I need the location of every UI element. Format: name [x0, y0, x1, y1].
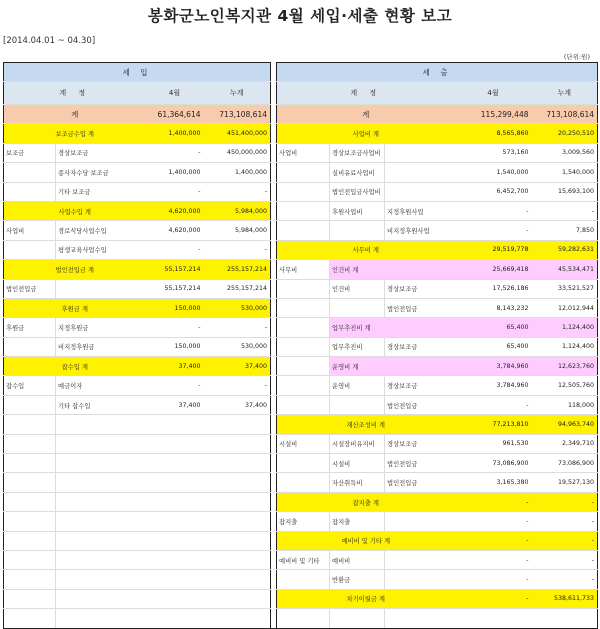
expense-category [277, 570, 330, 589]
expense-month-value: - [455, 570, 532, 589]
expense-category: 사업비 [277, 143, 330, 162]
expense-cum-value: 33,521,527 [532, 279, 598, 298]
expense-month-value: 6,452,700 [455, 182, 532, 201]
income-month-value: 37,400 [146, 357, 204, 376]
expense-cum-value: 59,282,631 [532, 240, 598, 259]
income-category [4, 240, 56, 259]
expense-category: 예비비 및 기타 [277, 550, 330, 569]
income-month-value: 61,364,614 [146, 105, 204, 124]
income-month-value: - [146, 240, 204, 259]
income-category: 법인전입금 [4, 279, 56, 298]
expense-category [277, 298, 330, 317]
expense-month-value: 3,784,960 [455, 357, 532, 376]
expense-subitem [385, 143, 455, 162]
income-item: 경상보조금 [56, 143, 146, 162]
income-category [4, 163, 56, 182]
expense-subtotal-label: 사업비 계 [277, 124, 455, 143]
expense-col-account: 계 정 [277, 82, 455, 105]
expense-category [277, 454, 330, 473]
expense-item: 잡지출 [330, 512, 385, 531]
expense-cum-value: 713,108,614 [532, 105, 598, 124]
expense-cum-value: 538,611,733 [532, 589, 598, 608]
income-month-value: 150,000 [146, 298, 204, 317]
expense-subitem [385, 570, 455, 589]
income-month-value: - [146, 318, 204, 337]
expense-subitem: 경상보조금 [385, 337, 455, 356]
expense-subtotal-label: 사무비 계 [277, 240, 455, 259]
expense-subitem [385, 512, 455, 531]
report-period: [2014.04.01 ~ 04.30] [3, 36, 96, 46]
expense-cum-value: 1,124,400 [532, 318, 598, 337]
expense-col-month: 4월 [455, 82, 532, 105]
expense-month-value: - [455, 589, 532, 608]
expense-item [330, 298, 385, 317]
expense-category [277, 279, 330, 298]
income-category [4, 337, 56, 356]
income-month-value: - [146, 143, 204, 162]
expense-item: 자산취득비 [330, 473, 385, 492]
expense-month-value: 8,143,232 [455, 298, 532, 317]
expense-month-value: - [455, 492, 532, 511]
income-header: 세 입 [4, 63, 271, 82]
expense-item: 인건비 [330, 279, 385, 298]
income-total-label: 계 [4, 105, 146, 124]
income-cum-value: 451,400,000 [204, 124, 271, 143]
expense-cum-value: 2,349,710 [532, 434, 598, 453]
expense-cum-value: 7,850 [532, 221, 598, 240]
income-category [4, 395, 56, 414]
expense-category [277, 376, 330, 395]
expense-month-value: 8,565,860 [455, 124, 532, 143]
income-category: 잡수입 [4, 376, 56, 395]
income-cum-value: 450,000,000 [204, 143, 271, 162]
expense-month-value: 115,299,448 [455, 105, 532, 124]
expense-cum-value: - [532, 550, 598, 569]
expense-subtotal-label: 운영비 계 [330, 357, 455, 376]
page-title: 봉화군노인복지관 4월 세입·세출 현황 보고 [147, 7, 453, 25]
expense-cum-value: 12,505,760 [532, 376, 598, 395]
expense-subtotal-label: 잡지출 계 [277, 492, 455, 511]
expense-month-value: 961,530 [455, 434, 532, 453]
expense-cum-value: 19,527,130 [532, 473, 598, 492]
expense-item [330, 609, 385, 628]
expense-month-value: - [455, 550, 532, 569]
income-cum-value: 530,000 [204, 337, 271, 356]
expense-subitem [385, 182, 455, 201]
expense-month-value: 1,540,000 [455, 163, 532, 182]
expense-subtotal-label: 인건비 계 [330, 260, 455, 279]
expense-subitem: 경상보조금 [385, 434, 455, 453]
expense-category [277, 163, 330, 182]
income-item: 종사자수당 보조금 [56, 163, 146, 182]
income-col-cum: 누계 [204, 82, 271, 105]
income-item: 비지정후원금 [56, 337, 146, 356]
income-month-value: 4,620,000 [146, 221, 204, 240]
expense-category [277, 357, 330, 376]
expense-category: 사무비 [277, 260, 330, 279]
expense-cum-value: 73,086,900 [532, 454, 598, 473]
income-item: 지정후원금 [56, 318, 146, 337]
expense-item: 경상보조금사업비 [330, 143, 385, 162]
expense-subitem: 법인전입금 [385, 473, 455, 492]
expense-item: 후원사업비 [330, 201, 385, 220]
income-month-value: 55,157,214 [146, 260, 204, 279]
income-cum-value: - [204, 318, 271, 337]
income-month-value: 55,157,214 [146, 279, 204, 298]
expense-month-value: - [455, 221, 532, 240]
expense-subitem [385, 550, 455, 569]
expense-item: 시설비 [330, 454, 385, 473]
income-cum-value: 1,400,000 [204, 163, 271, 182]
expense-cum-value: 45,534,471 [532, 260, 598, 279]
expense-col-cum: 누계 [532, 82, 598, 105]
expense-item: 실비유료사업비 [330, 163, 385, 182]
expense-month-value: - [455, 531, 532, 550]
expense-total-label: 계 [277, 105, 455, 124]
expense-subitem: 지정후원사업 [385, 201, 455, 220]
expense-subitem: 비지정후원사업 [385, 221, 455, 240]
expense-subitem: 법인전입금 [385, 298, 455, 317]
income-category: 사업비 [4, 221, 56, 240]
expense-category [277, 337, 330, 356]
income-cum-value: - [204, 376, 271, 395]
expense-item: 업무추진비 [330, 337, 385, 356]
expense-cum-value: - [532, 531, 598, 550]
expense-subtotal-label: 예비비 및 기타 계 [277, 531, 455, 550]
expense-month-value: 573,160 [455, 143, 532, 162]
income-cum-value: 713,108,614 [204, 105, 271, 124]
income-total-label: 후원금 계 [4, 298, 146, 317]
income-item: 평생교육사업수입 [56, 240, 146, 259]
income-month-value: - [146, 182, 204, 201]
expense-item: 반환금 [330, 570, 385, 589]
expense-subitem: 법인전입금 [385, 395, 455, 414]
income-col-account: 계 정 [4, 82, 146, 105]
expense-month-value: 3,165,380 [455, 473, 532, 492]
expense-category [277, 609, 330, 628]
income-month-value: 1,400,000 [146, 124, 204, 143]
expense-subitem: 법인전입금 [385, 454, 455, 473]
expense-cum-value [532, 609, 598, 628]
expense-item: 예비비 [330, 550, 385, 569]
expense-cum-value: - [532, 492, 598, 511]
expense-category [277, 201, 330, 220]
income-cum-value: 5,984,000 [204, 201, 271, 220]
income-category: 후원금 [4, 318, 56, 337]
expense-category: 잡지출 [277, 512, 330, 531]
expense-cum-value: 12,012,944 [532, 298, 598, 317]
income-total-label: 법인전입금 계 [4, 260, 146, 279]
expense-cum-value: - [532, 512, 598, 531]
expense-cum-value: 1,124,400 [532, 337, 598, 356]
expense-item: 시설장비유지비 [330, 434, 385, 453]
income-cum-value: - [204, 240, 271, 259]
expense-cum-value: 3,009,560 [532, 143, 598, 162]
expense-month-value: 3,784,960 [455, 376, 532, 395]
expense-cum-value: 15,693,100 [532, 182, 598, 201]
expense-item [330, 221, 385, 240]
expense-category [277, 473, 330, 492]
expense-cum-value: 20,250,510 [532, 124, 598, 143]
income-category [4, 182, 56, 201]
income-cum-value: 37,400 [204, 357, 271, 376]
expense-subtotal-label: 업무추진비 계 [330, 318, 455, 337]
income-cum-value: 530,000 [204, 298, 271, 317]
income-cum-value: - [204, 182, 271, 201]
income-month-value: 37,400 [146, 395, 204, 414]
expense-subitem: 경상보조금 [385, 376, 455, 395]
expense-cum-value: - [532, 570, 598, 589]
income-month-value: 4,620,000 [146, 201, 204, 220]
expense-month-value: 65,400 [455, 318, 532, 337]
income-item: 기타 보조금 [56, 182, 146, 201]
income-cum-value: 255,157,214 [204, 260, 271, 279]
income-total-label: 보조금수입 계 [4, 124, 146, 143]
expense-month-value: 29,519,778 [455, 240, 532, 259]
income-month-value: 1,400,000 [146, 163, 204, 182]
expense-category: 시설비 [277, 434, 330, 453]
income-category: 보조금 [4, 143, 56, 162]
expense-cum-value: 94,963,740 [532, 415, 598, 434]
expense-category [277, 318, 330, 337]
expense-subtotal-label: 재산조성비 계 [277, 415, 455, 434]
expense-month-value: 65,400 [455, 337, 532, 356]
income-item [56, 279, 146, 298]
expense-category [277, 395, 330, 414]
expense-subitem: 경상보조금 [385, 279, 455, 298]
expense-month-value: 17,526,186 [455, 279, 532, 298]
expense-subitem [385, 609, 455, 628]
expense-subitem [385, 163, 455, 182]
income-cum-value: 5,984,000 [204, 221, 271, 240]
expense-month-value: - [455, 201, 532, 220]
income-total-label: 사업수입 계 [4, 201, 146, 220]
unit-label: (단위:원) [563, 53, 590, 61]
income-item: 기타 잡수입 [56, 395, 146, 414]
expense-month-value: 73,086,900 [455, 454, 532, 473]
expense-month-value: - [455, 395, 532, 414]
income-col-month: 4월 [146, 82, 204, 105]
expense-month-value: 77,213,810 [455, 415, 532, 434]
expense-month-value: - [455, 512, 532, 531]
expense-cum-value: 1,540,000 [532, 163, 598, 182]
expense-cum-value: - [532, 201, 598, 220]
expense-item: 법인전입금사업비 [330, 182, 385, 201]
expense-item: 운영비 [330, 376, 385, 395]
income-cum-value: 255,157,214 [204, 279, 271, 298]
income-expense-table [3, 62, 598, 629]
expense-month-value: 25,669,418 [455, 260, 532, 279]
income-item: 예금이자 [56, 376, 146, 395]
expense-category [277, 182, 330, 201]
expense-category [277, 221, 330, 240]
income-month-value: 150,000 [146, 337, 204, 356]
expense-subtotal-label: 차기이월금 계 [277, 589, 455, 608]
income-cum-value: 37,400 [204, 395, 271, 414]
expense-cum-value: 118,000 [532, 395, 598, 414]
income-item: 경로식당사업수입 [56, 221, 146, 240]
expense-item [330, 395, 385, 414]
expense-header: 세 출 [277, 63, 598, 82]
income-total-label: 잡수입 계 [4, 357, 146, 376]
expense-month-value [455, 609, 532, 628]
income-month-value: - [146, 376, 204, 395]
expense-cum-value: 12,623,760 [532, 357, 598, 376]
